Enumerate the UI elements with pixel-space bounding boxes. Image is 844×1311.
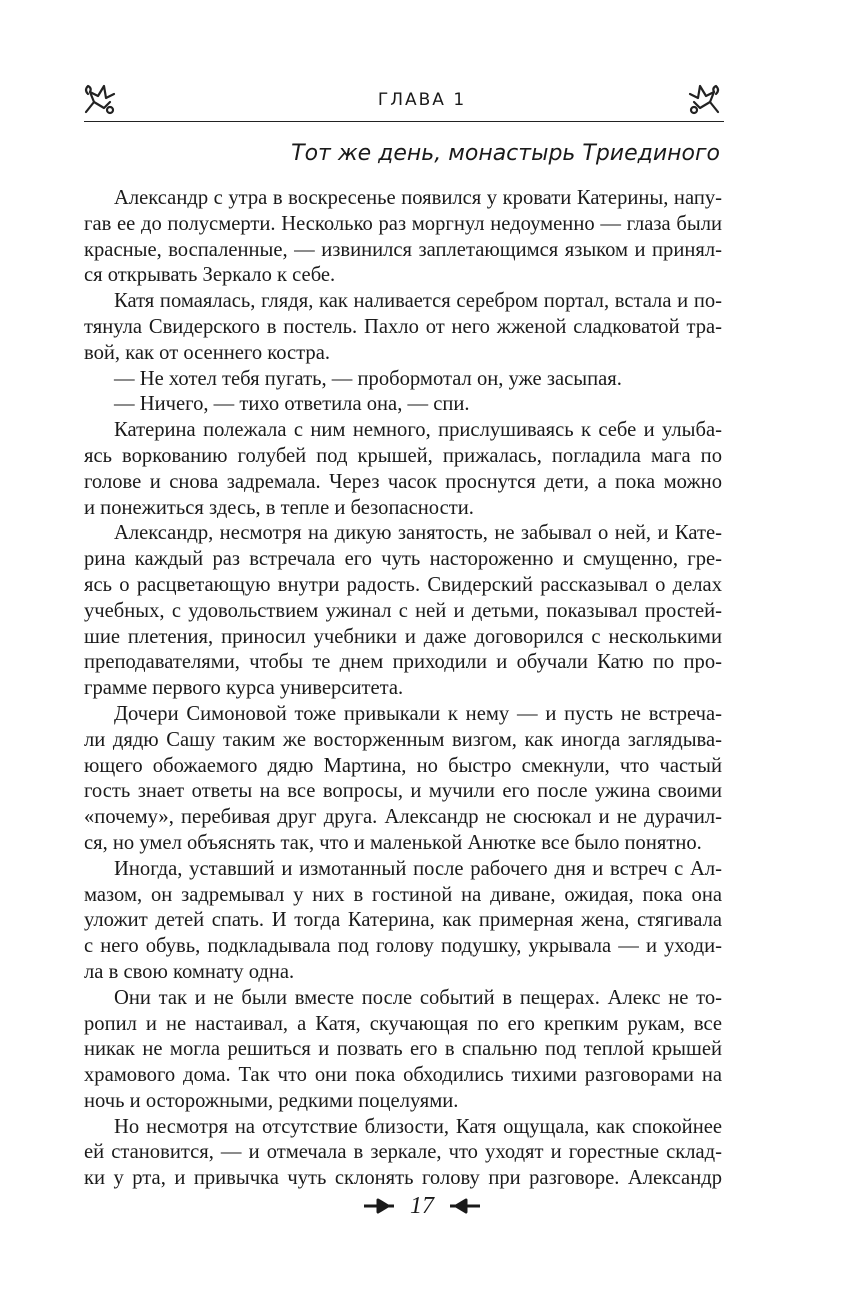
text-line: ночь и осторожными, редкими поцелуями. xyxy=(84,1089,459,1112)
page-number: 17 xyxy=(410,1192,434,1219)
text-line: ла в свою комнату одна. xyxy=(84,960,295,983)
text-line: Они так и не были вместе после событий в пещерах. Алекс не то- xyxy=(114,986,722,1009)
text-line: голове и снова задремала. Через часок проснутся дети, а пока можно xyxy=(84,470,722,493)
text-line: и понежиться здесь, в тепле и безопасности. xyxy=(84,496,474,519)
text-line: Иногда, уставший и измотанный после рабочего дня и встреч с Ал- xyxy=(114,857,722,880)
text-line: красные, воспаленные, — извинился заплетающимся языком и принял- xyxy=(84,238,722,261)
text-line: шие плетения, приносил учебники и даже договорился с несколькими xyxy=(84,625,722,648)
text-line: ки у рта, и привычка чуть склонять голову при разговоре. Александр xyxy=(84,1167,722,1190)
header-divider xyxy=(84,121,724,122)
arrow-right-icon xyxy=(364,1198,396,1214)
page-footer xyxy=(0,1192,844,1220)
text-line: ли дядю Сашу таким же восторженным визгом, как иногда заглядыва- xyxy=(84,728,722,751)
text-line: Александр с утра в воскресенье появился у кровати Катерины, напу- xyxy=(114,187,722,209)
text-line: рина каждый раз встречала его чуть настороженно и смущенно, гре- xyxy=(84,548,722,571)
text-line: преподавателями, чтобы те днем приходили и обучали Катю по про- xyxy=(84,651,722,674)
text-line: ясь о расцветающую внутри радость. Свидерский рассказывал о делах xyxy=(84,573,722,596)
text-line: «почему», перебивая друг друга. Александр не сюсюкал и не дурачил- xyxy=(84,806,722,829)
text-line: гав ее до полусмерти. Несколько раз моргнул недоуменно — глаза были xyxy=(84,212,722,235)
text-line: мазом, он задремывал у них в гостиной на диване, ожидая, пока она xyxy=(84,883,722,906)
text-line: ющего обожаемого дядю Мартина, но быстро смекнули, что частый xyxy=(84,754,722,777)
text-line: тянула Свидерского в постель. Пахло от него жженой сладковатой тра- xyxy=(84,315,722,338)
text-line: Катя помаялась, глядя, как наливается серебром портал, встала и по- xyxy=(114,290,722,313)
text-body xyxy=(84,186,722,1192)
text-line: ропил и не настаивал, а Катя, скучающая по его крепким рукам, все xyxy=(84,1012,722,1035)
text-line: вой, как от осеннего костра. xyxy=(84,341,331,364)
text-line: — Не хотел тебя пугать, — пробормотал он, уже засыпая. xyxy=(114,367,622,390)
text-line: ся, но умел объяснять так, что и маленькой Анютке все было понятно. xyxy=(84,831,702,854)
text-line: Но несмотря на отсутствие близости, Катя ощущала, как спокойнее xyxy=(114,1115,722,1138)
text-line: никак не могла решиться и позвать его в спальню под теплой крышей xyxy=(84,1038,722,1061)
text-line: с него обувь, подкладывала под голову подушку, укрывала — и уходи- xyxy=(84,935,722,958)
text-line: Катерина полежала с ним немного, прислушиваясь к себе и улыба- xyxy=(114,419,722,442)
text-line: грамме первого курса университета. xyxy=(84,677,404,700)
text-line: гость знает ответы на все вопросы, и мучили его после ужина своими xyxy=(84,780,722,803)
chapter-title: ГЛАВА 1 xyxy=(377,90,467,110)
text-line: ясь воркованию голубей под крышей, прижалась, погладила мага по xyxy=(84,444,722,467)
text-line: ся открывать Зеркало к себе. xyxy=(84,264,336,287)
text-line: уложит детей спать. И тогда Катерина, как примерная жена, стягивала xyxy=(84,909,722,932)
text-line: учебных, с удовольствием ужинал с ней и детьми, показывал простей- xyxy=(84,599,722,622)
text-line: Александр, несмотря на дикую занятость, не забывал о ней, и Кате- xyxy=(114,522,722,545)
text-line: — Ничего, — тихо ответила она, — спи. xyxy=(114,393,470,416)
section-title: Тот же день, монастырь Триединого xyxy=(291,141,720,166)
chapter-ornament-right-icon xyxy=(684,80,724,120)
text-line: ей становится, — и отмечала в зеркале, что уходят и горестные склад- xyxy=(84,1141,722,1164)
text-line: храмового дома. Так что они пока обходились тихими разговорами на xyxy=(84,1064,722,1087)
text-line: Дочери Симоновой тоже привыкали к нему — и пусть не встреча- xyxy=(114,702,722,725)
arrow-left-icon xyxy=(448,1198,480,1214)
